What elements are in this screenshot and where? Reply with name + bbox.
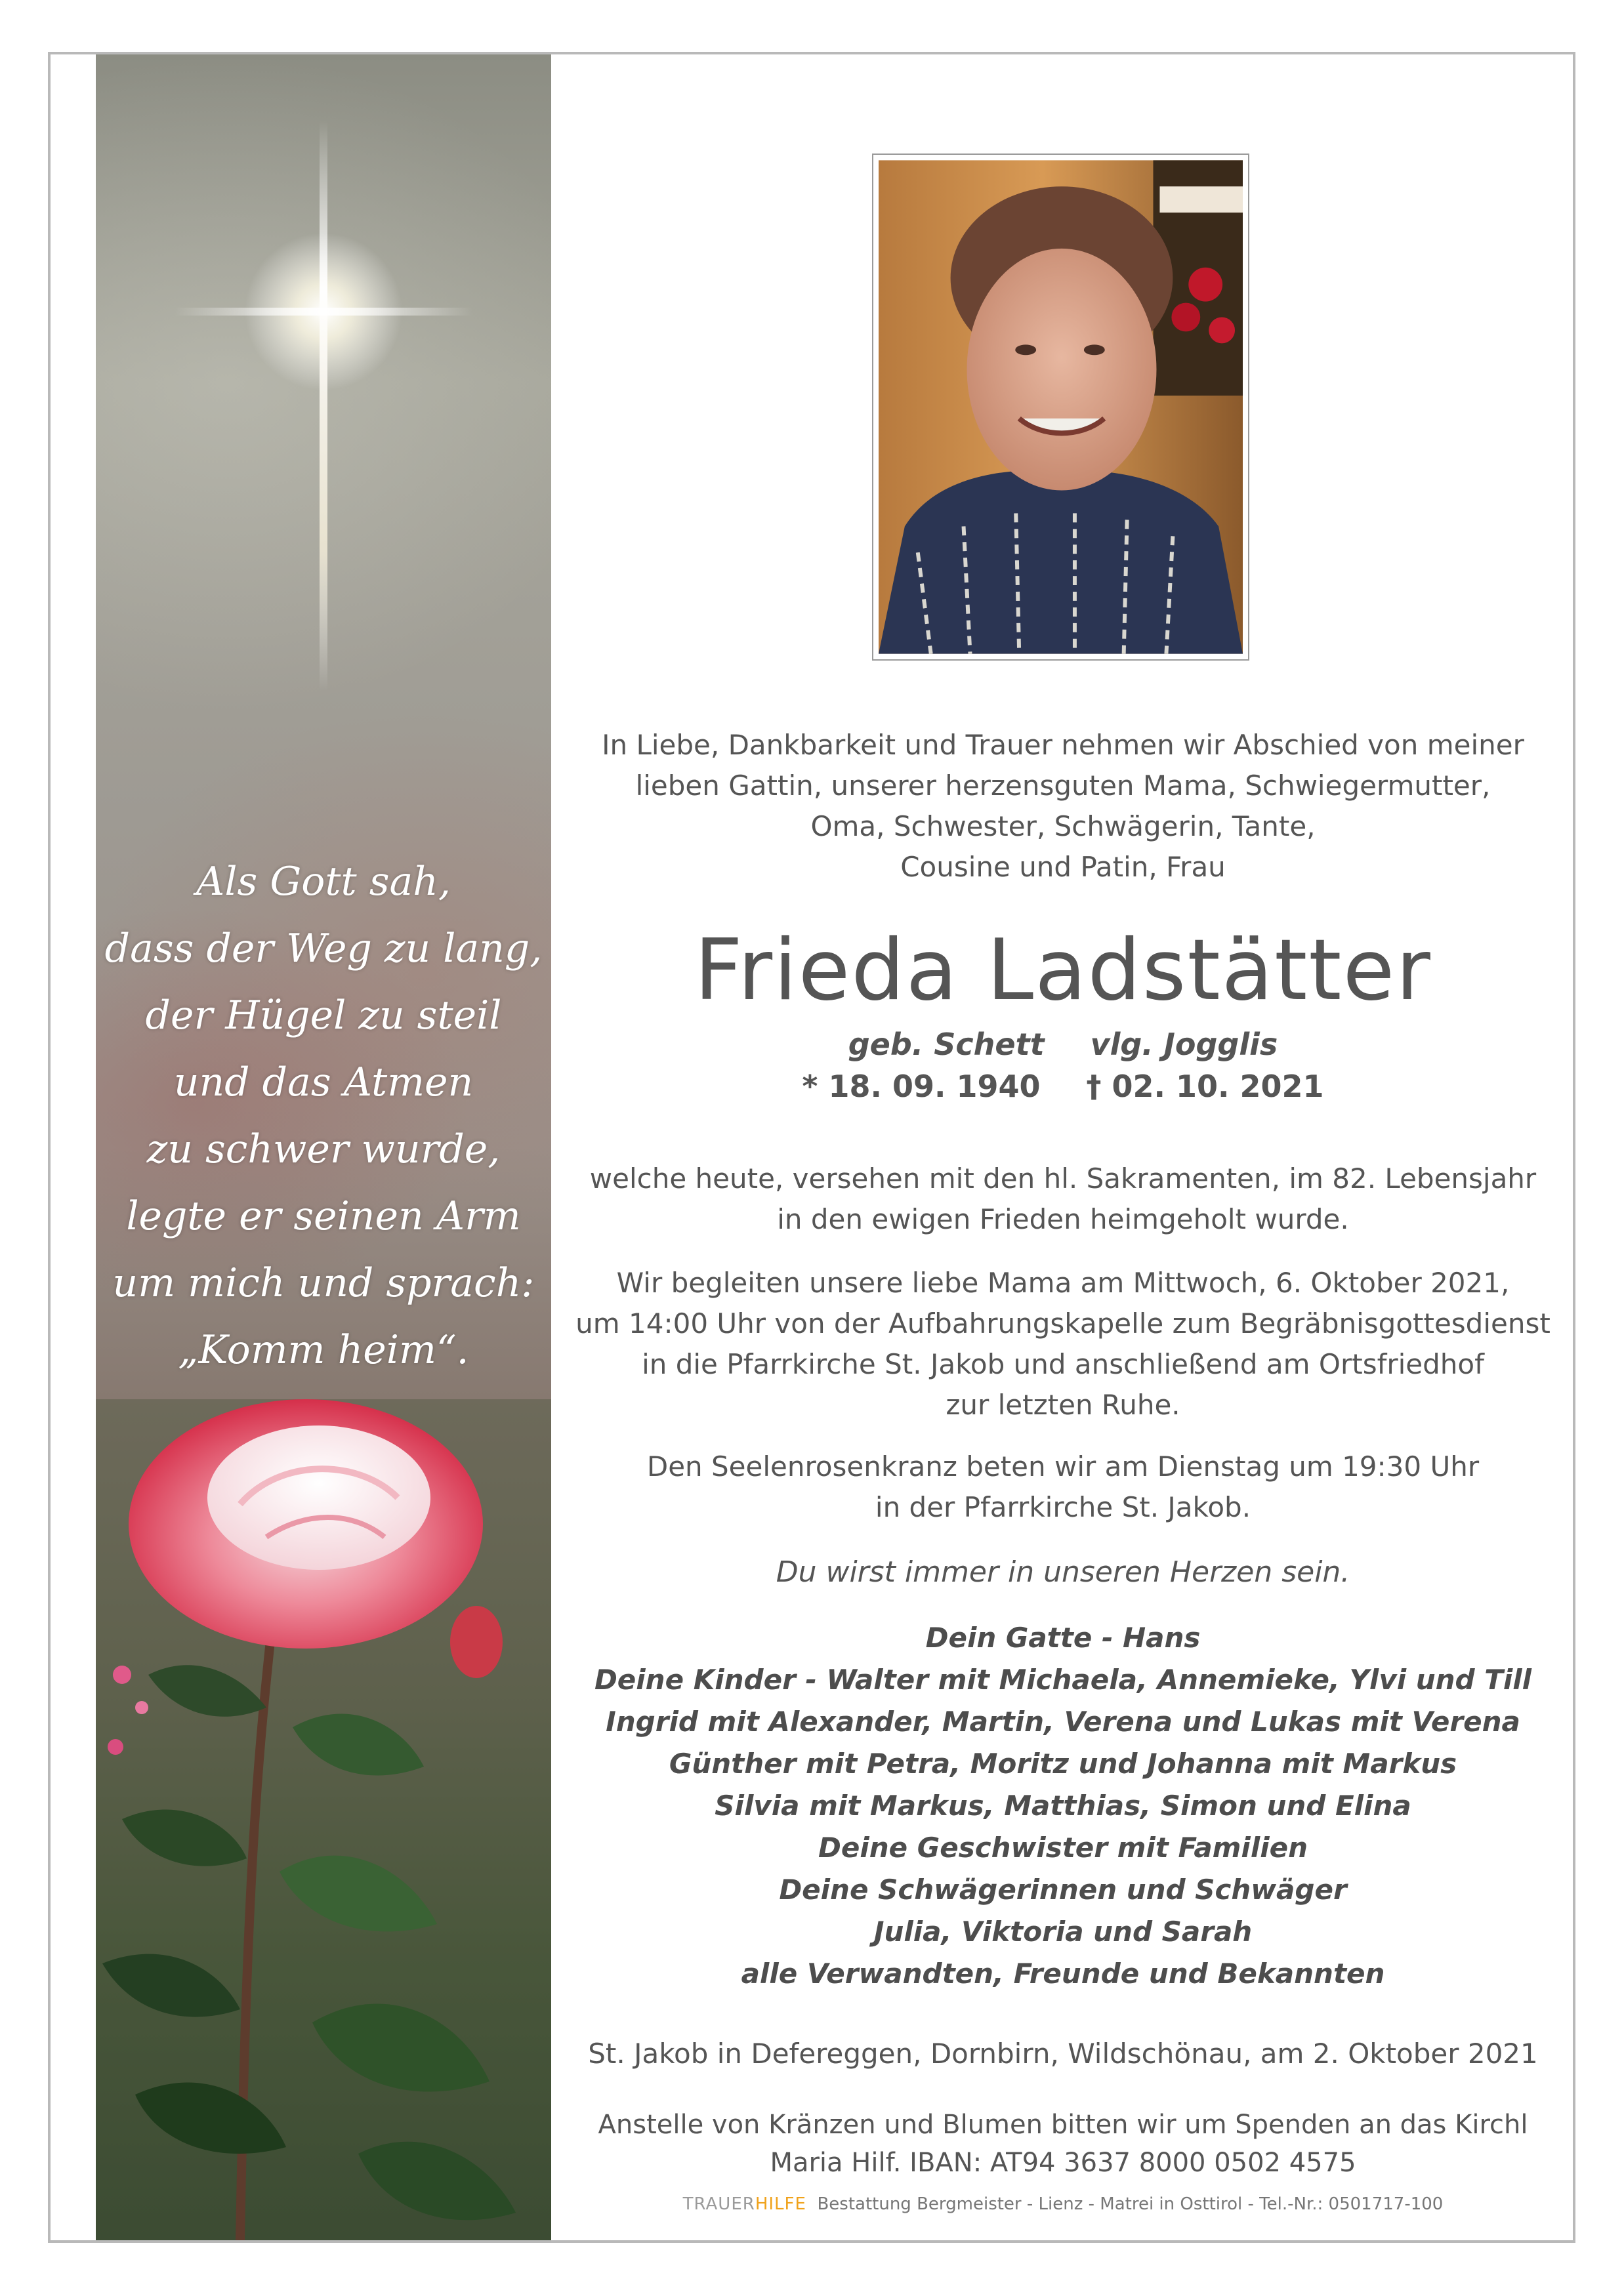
- birth-date: * 18. 09. 1940: [802, 1069, 1041, 1104]
- paragraph-line: welche heute, versehen mit den hl. Sakramenten, im 82. Lebensjahr: [589, 1162, 1537, 1195]
- deceased-name: Frieda Ladstätter: [694, 922, 1432, 1019]
- motto: Du wirst immer in unseren Herzen sein.: [776, 1555, 1350, 1589]
- poem-line: „Komm heim“.: [178, 1327, 469, 1373]
- family-line: Günther mit Petra, Moritz und Johanna mit Markus: [669, 1748, 1457, 1780]
- poem-line: Als Gott sah,: [196, 859, 451, 905]
- poem-line: dass der Weg zu lang,: [104, 926, 543, 972]
- paragraph-rosary: [564, 1446, 1562, 1528]
- poem-line: um mich und sprach:: [112, 1260, 535, 1306]
- poem-line: legte er seinen Arm: [126, 1193, 521, 1239]
- poem-line: der Hügel zu steil: [145, 993, 502, 1038]
- brand-name-part2: HILFE: [755, 2194, 806, 2214]
- paragraph-line: Wir begleiten unsere liebe Mama am Mittwoch, 6. Oktober 2021,: [616, 1267, 1510, 1299]
- family-line: Julia, Viktoria und Sarah: [873, 1916, 1253, 1948]
- rose-image: [96, 1399, 551, 2240]
- donation-line: Maria Hilf. IBAN: AT94 3637 8000 0502 4575: [770, 2148, 1356, 2178]
- intro-line: In Liebe, Dankbarkeit und Trauer nehmen wir Abschied von meiner: [602, 729, 1524, 761]
- paragraph-line: um 14:00 Uhr von der Aufbahrungskapelle zum Begräbnisgottesdienst: [575, 1307, 1551, 1340]
- family-line: Ingrid mit Alexander, Martin, Verena und Lukas mit Verena: [606, 1706, 1520, 1738]
- family-list: [564, 1617, 1562, 1995]
- family-line: Silvia mit Markus, Matthias, Simon und Elina: [715, 1790, 1411, 1822]
- poem-line: und das Atmen: [173, 1059, 474, 1105]
- deceased-details: [564, 1023, 1562, 1107]
- born-name: geb. Schett: [848, 1027, 1045, 1062]
- paragraph-passing: [564, 1158, 1562, 1240]
- intro-text: [564, 725, 1562, 888]
- intro-line: lieben Gattin, unserer herzensguten Mama, Schwiegermutter,: [635, 769, 1491, 802]
- intro-line: Cousine und Patin, Frau: [900, 851, 1226, 883]
- family-line: Dein Gatte - Hans: [925, 1622, 1201, 1654]
- paragraph-line: in den ewigen Frieden heimgeholt wurde.: [777, 1203, 1349, 1235]
- side-panel: [96, 54, 551, 2240]
- family-line: Deine Geschwister mit Familien: [818, 1832, 1308, 1864]
- portrait-photo: [872, 154, 1249, 661]
- donation-line: Anstelle von Kränzen und Blumen bitten wir um Spenden an das Kirchl: [598, 2110, 1528, 2140]
- portrait-image: [879, 160, 1243, 654]
- death-date: † 02. 10. 2021: [1086, 1069, 1324, 1104]
- poem: [96, 848, 551, 1384]
- family-line: alle Verwandten, Freunde und Bekannten: [741, 1958, 1385, 1990]
- intro-line: Oma, Schwester, Schwägerin, Tante,: [810, 810, 1316, 842]
- paragraph-funeral: [564, 1263, 1562, 1425]
- cross-image: [96, 54, 551, 710]
- footer: [564, 2191, 1562, 2217]
- paragraph-line: in die Pfarrkirche St. Jakob und anschließend am Ortsfriedhof: [642, 1348, 1484, 1380]
- paragraph-line: zur letzten Ruhe.: [946, 1389, 1180, 1421]
- footer-text: Bestattung Bergmeister - Lienz - Matrei in Osttirol - Tel.-Nr.: 0501717-100: [817, 2194, 1444, 2214]
- house-name: vlg. Jogglis: [1090, 1027, 1278, 1062]
- donation-note: [564, 2106, 1562, 2182]
- paragraph-line: Den Seelenrosenkranz beten wir am Dienstag um 19:30 Uhr: [646, 1450, 1480, 1483]
- brand-name-part1: TRAUER: [682, 2194, 755, 2214]
- poem-line: zu schwer wurde,: [146, 1126, 501, 1172]
- place-date: St. Jakob in Defereggen, Dornbirn, Wildschönau, am 2. Oktober 2021: [588, 2038, 1538, 2070]
- paragraph-line: in der Pfarrkirche St. Jakob.: [875, 1491, 1251, 1523]
- family-line: Deine Schwägerinnen und Schwäger: [779, 1874, 1347, 1906]
- family-line: Deine Kinder - Walter mit Michaela, Annemieke, Ylvi und Till: [594, 1664, 1532, 1696]
